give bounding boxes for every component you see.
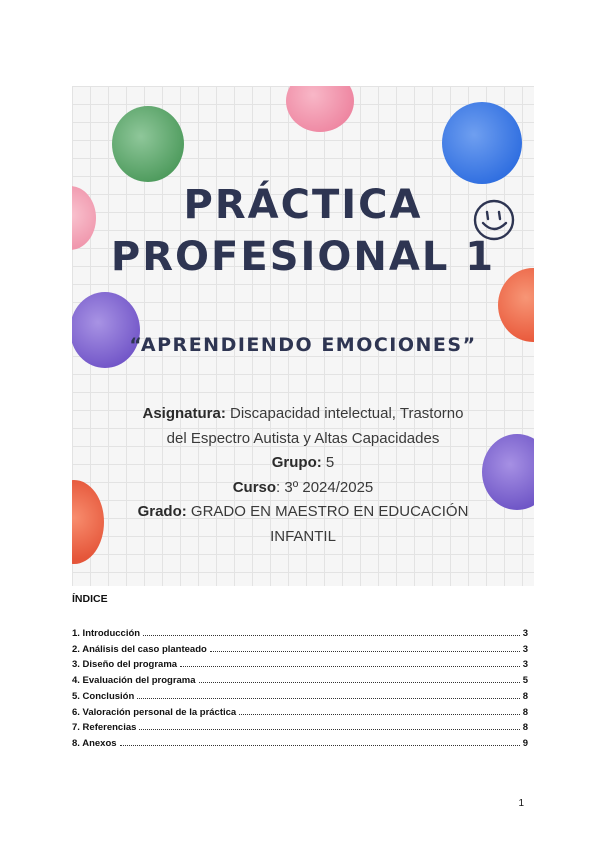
toc-item-page: 8 <box>522 722 528 734</box>
grupo-value: 5 <box>325 454 335 471</box>
toc-item-page: 3 <box>522 659 528 671</box>
grado-value: GRADO EN MAESTRO EN EDUCACIÓN INFANTIL <box>190 503 469 545</box>
toc-item-label: 1. Introducción <box>72 628 141 639</box>
toc-item-page: 5 <box>522 675 528 687</box>
toc-item-label: 7. Referencias <box>72 722 137 734</box>
cover-title-line2: PROFESIONAL 1 <box>110 234 496 280</box>
pink-watercolor-dot <box>286 86 354 132</box>
table-of-contents <box>72 626 528 752</box>
toc-item-label: 8. Anexos <box>72 737 117 749</box>
toc-item[interactable] <box>72 705 528 721</box>
grupo-label: Grupo: <box>271 454 322 471</box>
toc-item[interactable] <box>72 657 528 673</box>
toc-item[interactable] <box>72 642 528 658</box>
toc-item-label: 5. Conclusión <box>72 690 135 702</box>
red-watercolor-dot-left <box>72 480 104 564</box>
toc-leader <box>139 722 519 730</box>
purple-watercolor-dot-left <box>72 292 140 368</box>
toc-item[interactable] <box>72 626 528 642</box>
cover-subtitle: “APRENDIENDO EMOCIONES” <box>129 334 477 356</box>
curso-value: : 3º 2024/2025 <box>276 478 374 496</box>
cover-image <box>72 86 534 586</box>
toc-item-label: 2. Análisis del caso planteado <box>72 643 207 655</box>
asignatura-value: Discapacidad intelectual, Trastorno del Espectro Autista y Altas Capacidades <box>166 405 464 447</box>
toc-leader <box>239 706 519 714</box>
cover-info <box>132 402 474 549</box>
toc-item[interactable] <box>72 720 528 736</box>
toc-item-page: 3 <box>522 628 528 639</box>
toc-item-page: 9 <box>522 737 528 749</box>
toc-leader <box>180 659 520 667</box>
toc-leader <box>137 691 519 699</box>
grupo-line <box>132 451 474 476</box>
toc-item[interactable] <box>72 673 528 689</box>
green-watercolor-dot <box>112 106 184 182</box>
curso-line <box>132 476 474 501</box>
toc-item[interactable] <box>72 736 528 752</box>
toc-item-label: 6. Valoración personal de la práctica <box>72 706 237 718</box>
toc-leader <box>210 644 520 652</box>
toc-item-page: 8 <box>522 690 528 702</box>
toc-leader <box>199 675 520 683</box>
curso-label: Curso <box>232 478 277 496</box>
grado-line <box>132 500 474 549</box>
toc-item-label: 4. Evaluación del programa <box>72 675 196 687</box>
asignatura-label: Asignatura: <box>142 405 226 422</box>
grado-label: Grado: <box>137 503 187 520</box>
toc-leader <box>120 738 520 746</box>
toc-item-label: 3. Diseño del programa <box>72 659 178 671</box>
page-number: 1 <box>518 798 524 809</box>
purple-watercolor-dot-right <box>482 434 534 510</box>
index-heading: ÍNDICE <box>72 593 108 605</box>
asignatura-line <box>132 402 474 451</box>
toc-item-page: 8 <box>522 706 528 718</box>
toc-item[interactable] <box>72 689 528 705</box>
toc-item-page: 3 <box>522 643 528 655</box>
cover-title-line1: PRÁCTICA <box>183 182 423 228</box>
toc-leader <box>143 628 520 636</box>
blue-watercolor-dot <box>442 102 522 184</box>
